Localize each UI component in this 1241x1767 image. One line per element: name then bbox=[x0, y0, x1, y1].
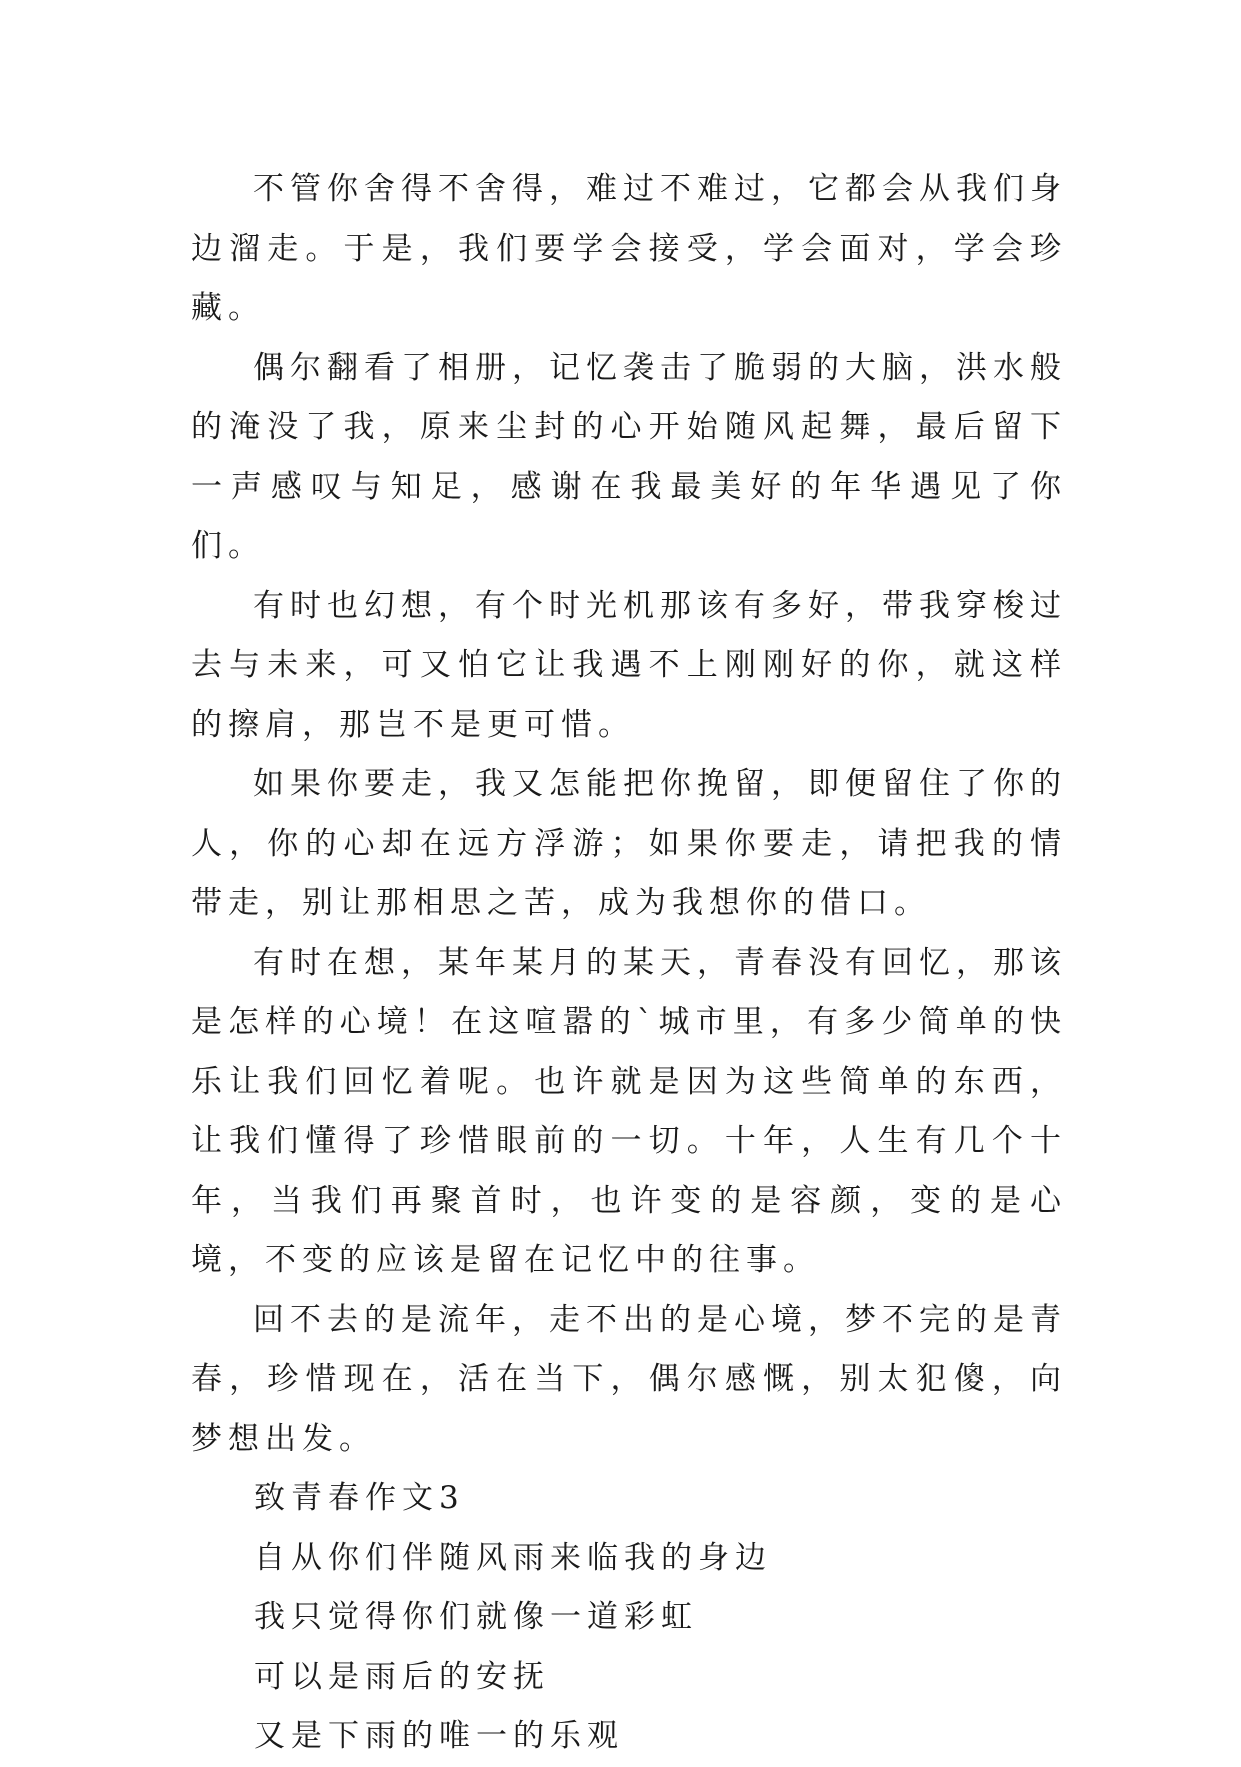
paragraph: 不管你舍得不舍得，难过不难过，它都会从我们身边溜走。于是，我们要学会接受，学会面对，学会珍藏。 bbox=[191, 171, 1067, 326]
poem-line: 可以是雨后的安抚 bbox=[254, 1658, 550, 1695]
poem-line: 我只觉得你们就像一道彩虹 bbox=[254, 1599, 698, 1635]
document-body bbox=[191, 160, 1067, 1767]
section-heading: 致青春作文3 bbox=[254, 1480, 465, 1516]
paragraph: 回不去的是流年，走不出的是心境，梦不完的是青春，珍惜现在，活在当下，偶尔感慨，别太犯傻，向梦想出发。 bbox=[191, 1301, 1067, 1457]
paragraph: 如果你要走，我又怎能把你挽留，即便留住了你的人，你的心却在远方浮游；如果你要走，请把我的情带走，别让那相思之苦，成为我想你的借口。 bbox=[191, 766, 1067, 921]
poem-line: 自从你们伴随风雨来临我的身边 bbox=[254, 1539, 772, 1576]
paragraph: 有时也幻想，有个时光机那该有多好，带我穿梭过去与未来，可又怕它让我遇不上刚刚好的你，就这样的擦肩，那岂不是更可惜。 bbox=[191, 587, 1067, 743]
paragraph: 有时在想，某年某月的某天，青春没有回忆，那该是怎样的心境！在这喧嚣的`城市里，有多少简单的快乐让我们回忆着呢。也许就是因为这些简单的东西，让我们懂得了珍惜眼前的一切。十年，人生有几个十年，当我们再聚首时，也许变的是容颜，变的是心境，不变的应该是留在记忆中的往事。 bbox=[191, 944, 1067, 1278]
paragraph: 偶尔翻看了相册，记忆袭击了脆弱的大脑，洪水般的淹没了我，原来尘封的心开始随风起舞，最后留下一声感叹与知足，感谢在我最美好的年华遇见了你们。 bbox=[191, 349, 1067, 564]
poem-line: 又是下雨的唯一的乐观 bbox=[254, 1718, 624, 1754]
